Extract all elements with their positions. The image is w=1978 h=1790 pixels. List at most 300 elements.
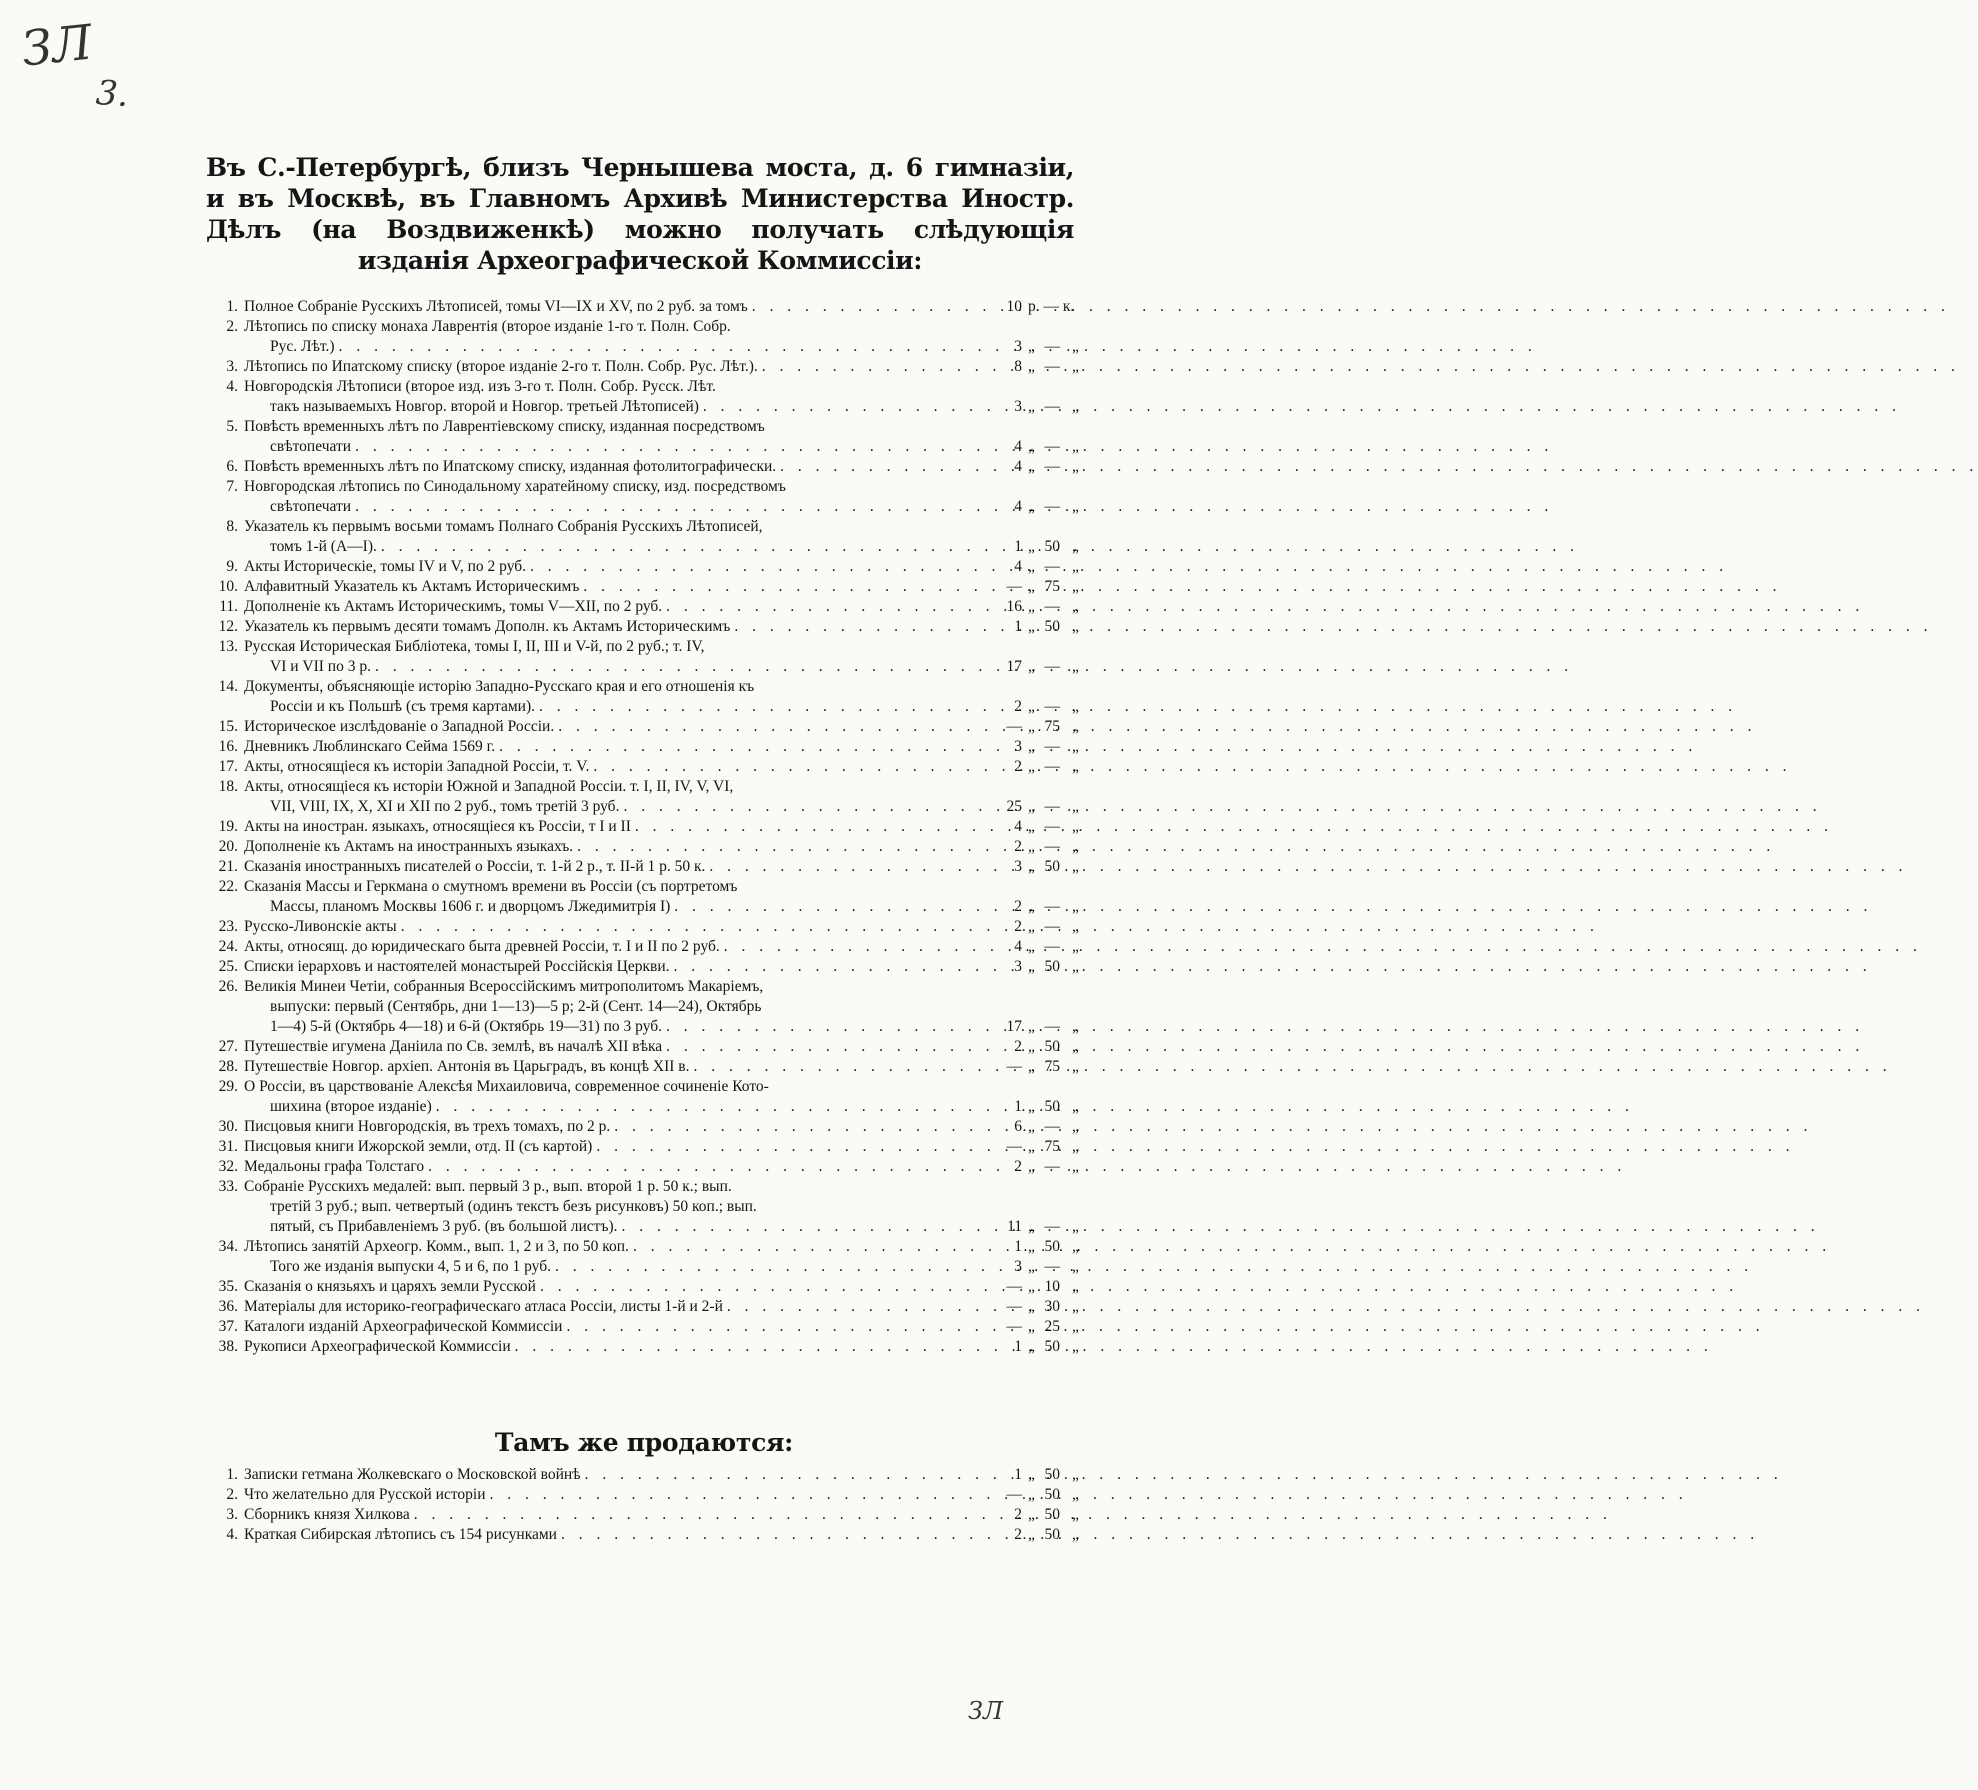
price xyxy=(988,1037,1088,1057)
price-kopecks: — xyxy=(1044,738,1060,755)
price-kopecks: — xyxy=(1044,818,1060,835)
item-number: 4. xyxy=(226,1526,238,1543)
item-text: Повѣсть временныхъ лѣтъ по Ипатскому списку, изданная фотолитографически. xyxy=(244,458,777,475)
price-kopecks: — xyxy=(1044,1218,1060,1235)
list-item xyxy=(200,1077,1088,1117)
price-kopecks: — xyxy=(1044,558,1060,575)
price-kopecks: — xyxy=(1044,1018,1060,1035)
price xyxy=(988,1337,1088,1357)
item-number: 2. xyxy=(226,1486,238,1503)
price-kopecks: — xyxy=(1044,458,1060,475)
item-number: 20. xyxy=(218,838,238,855)
item-text: Акты Историческіе, томы IV и V, по 2 руб. xyxy=(244,558,527,575)
item-number: 6. xyxy=(226,458,238,475)
list-item xyxy=(200,777,1088,817)
price xyxy=(988,957,1088,977)
item-line xyxy=(244,1465,1088,1485)
price xyxy=(988,1057,1088,1077)
ditto-mark: „ xyxy=(1072,1018,1079,1035)
dot-leader xyxy=(554,717,1756,737)
price-rubles: 1 xyxy=(1014,1238,1022,1255)
list-item xyxy=(200,717,1088,737)
ditto-mark: „ xyxy=(1028,338,1035,355)
price-rubles: — xyxy=(1006,718,1022,735)
ditto-mark: „ xyxy=(1072,818,1079,835)
price-rubles: 17 xyxy=(1006,658,1022,675)
price-kopecks: — xyxy=(1044,1118,1060,1135)
ditto-mark: „ xyxy=(1028,718,1035,735)
item-line xyxy=(244,1097,1088,1117)
price-rubles: 4 xyxy=(1014,458,1022,475)
price xyxy=(988,737,1088,757)
item-text: Сборникъ князя Хилкова xyxy=(244,1506,410,1523)
list-item xyxy=(200,417,1088,457)
price xyxy=(988,1017,1088,1037)
item-line xyxy=(244,1257,1088,1277)
price-rubles: 3 xyxy=(1014,1258,1022,1275)
price-kopecks: 30 xyxy=(1044,1298,1060,1315)
item-line xyxy=(244,1037,1088,1057)
price-rubles: 4 xyxy=(1014,818,1022,835)
price-rubles: 25 xyxy=(1006,798,1022,815)
ditto-mark: „ xyxy=(1028,858,1035,875)
item-line xyxy=(244,537,1088,557)
item-text: Россіи и къ Польшѣ (съ тремя картами). xyxy=(270,698,536,715)
price xyxy=(988,1257,1088,1277)
item-line xyxy=(244,897,1088,917)
item-number: 21. xyxy=(218,858,238,875)
item-line xyxy=(244,1337,1088,1357)
item-number: 29. xyxy=(218,1078,238,1095)
price-rubles: 2 xyxy=(1014,758,1022,775)
price-rubles: 3 xyxy=(1014,338,1022,355)
price-rubles: — xyxy=(1006,1318,1022,1335)
item-text: Документы, объясняющіе исторію Западно-Русскаго края и его отношенія къ xyxy=(244,678,755,695)
price-kopecks: 50 xyxy=(1044,1486,1060,1503)
item-line xyxy=(244,637,1088,657)
item-number: 31. xyxy=(218,1138,238,1155)
handwritten-number: 3. xyxy=(94,72,130,116)
ditto-mark: „ xyxy=(1028,1298,1035,1315)
price xyxy=(988,1297,1088,1317)
price xyxy=(988,1137,1088,1157)
dot-leader xyxy=(662,597,1864,617)
list-item xyxy=(200,577,1088,597)
ditto-mark: „ xyxy=(1072,1118,1079,1135)
item-line xyxy=(244,1297,1088,1317)
item-line xyxy=(244,1317,1088,1337)
dot-leader xyxy=(371,657,1573,677)
price xyxy=(988,1097,1088,1117)
ditto-mark: „ xyxy=(1028,618,1035,635)
item-text: Каталоги изданій Археографической Коммиссіи xyxy=(244,1318,563,1335)
ditto-mark: „ xyxy=(1028,598,1035,615)
ditto-mark: „ xyxy=(1072,798,1079,815)
dot-leader xyxy=(589,757,1791,777)
list-item xyxy=(200,1525,1088,1545)
item-number: 7. xyxy=(226,478,238,495)
item-number: 35. xyxy=(218,1278,238,1295)
item-number: 26. xyxy=(218,978,238,995)
ditto-mark: „ xyxy=(1028,1158,1035,1175)
item-number: 1. xyxy=(226,1466,238,1483)
dot-leader xyxy=(730,617,1932,637)
list-item xyxy=(200,817,1088,837)
ditto-mark: „ xyxy=(1028,1466,1035,1483)
item-line xyxy=(244,1057,1088,1077)
list-item xyxy=(200,317,1088,357)
item-line xyxy=(244,857,1088,877)
ditto-mark: „ xyxy=(1028,1338,1035,1355)
list-item xyxy=(200,477,1088,517)
price-rubles: 8 xyxy=(1014,358,1022,375)
handwritten-mark-bottom: ЗЛ xyxy=(968,1697,1003,1725)
ditto-mark: „ xyxy=(1072,1338,1079,1355)
price-kopecks: 50 xyxy=(1044,1466,1060,1483)
ditto-mark: „ xyxy=(1072,1158,1079,1175)
list-item xyxy=(200,377,1088,417)
item-number: 17. xyxy=(218,758,238,775)
ditto-mark: „ xyxy=(1028,1258,1035,1275)
item-text: третій 3 руб.; вып. четвертый (одинъ текстъ безъ рисунковъ) 50 коп.; вып. xyxy=(270,1198,757,1215)
price xyxy=(988,797,1088,817)
item-text: томъ 1-й (А—I). xyxy=(270,538,377,555)
price-kopecks: 75 xyxy=(1044,1138,1060,1155)
dot-leader xyxy=(758,357,1960,377)
item-number: 28. xyxy=(218,1058,238,1075)
item-number: 37. xyxy=(218,1318,238,1335)
ditto-mark: „ xyxy=(1072,358,1079,375)
item-line xyxy=(244,417,1088,437)
list-item xyxy=(200,737,1088,757)
price xyxy=(988,917,1088,937)
item-text: Записки гетмана Жолкевскаго о Московской войнѣ xyxy=(244,1466,581,1483)
price-kopecks: 50 xyxy=(1044,1338,1060,1355)
ditto-mark: „ xyxy=(1072,1466,1079,1483)
ditto-mark: „ xyxy=(1072,938,1079,955)
ditto-mark: „ xyxy=(1028,1506,1035,1523)
ditto-mark: „ xyxy=(1072,758,1079,775)
item-text: Рус. Лѣт.) xyxy=(270,338,335,355)
price xyxy=(988,1525,1088,1545)
dot-leader xyxy=(670,897,1872,917)
item-line xyxy=(244,697,1088,717)
ditto-mark: „ xyxy=(1028,958,1035,975)
price-rubles: 17 xyxy=(1006,1018,1022,1035)
price-kopecks: 50 xyxy=(1044,1098,1060,1115)
ditto-mark: „ xyxy=(1028,1318,1035,1335)
price xyxy=(988,577,1088,597)
item-text: Лѣтопись занятій Археогр. Комм., вып. 1, 2 и 3, по 50 коп. xyxy=(244,1238,629,1255)
item-text: Акты, относящіеся къ исторіи Западной Россіи, т. V. xyxy=(244,758,590,775)
ditto-mark: „ xyxy=(1072,1238,1079,1255)
item-text: Акты, относящ. до юридическаго быта древней Россіи, т. I и II по 2 руб. xyxy=(244,938,720,955)
item-line xyxy=(244,837,1088,857)
ditto-mark: „ xyxy=(1028,578,1035,595)
also-sold-list xyxy=(200,1465,1088,1545)
dot-leader xyxy=(723,1297,1925,1317)
ditto-mark: „ xyxy=(1072,958,1079,975)
list-item xyxy=(200,1057,1088,1077)
ditto-mark: „ xyxy=(1072,1218,1079,1235)
item-text: Сказанія Массы и Геркмана о смутномъ времени въ Россіи (съ портретомъ xyxy=(244,878,738,895)
price-rubles: 2 xyxy=(1014,838,1022,855)
list-item xyxy=(200,1297,1088,1317)
price xyxy=(988,497,1088,517)
price-kopecks: 50 xyxy=(1044,958,1060,975)
price-kopecks: — xyxy=(1044,938,1060,955)
ditto-mark: „ xyxy=(1072,658,1079,675)
price-kopecks: — xyxy=(1044,758,1060,775)
dot-leader xyxy=(689,1057,1891,1077)
item-line xyxy=(244,1137,1088,1157)
list-item xyxy=(200,457,1088,477)
item-line xyxy=(244,817,1088,837)
price-kopecks: — xyxy=(1044,658,1060,675)
dot-leader xyxy=(662,1037,1864,1057)
item-line xyxy=(244,337,1088,357)
item-text: Что желательно для Русской исторіи xyxy=(244,1486,486,1503)
price xyxy=(988,597,1088,617)
item-line xyxy=(244,597,1088,617)
dot-leader xyxy=(776,457,1978,477)
item-number: 11. xyxy=(219,598,238,615)
dot-leader xyxy=(629,1237,1831,1257)
dot-leader xyxy=(610,1117,1812,1137)
ditto-mark: „ xyxy=(1072,1038,1079,1055)
list-item xyxy=(200,1337,1088,1357)
list-item xyxy=(200,1465,1088,1485)
price-kopecks: — xyxy=(1044,798,1060,815)
price xyxy=(988,1277,1088,1297)
item-line xyxy=(244,317,1088,337)
price-rubles: — xyxy=(1006,1138,1022,1155)
item-number: 30. xyxy=(218,1118,238,1135)
price xyxy=(988,397,1088,417)
list-item xyxy=(200,837,1088,857)
item-number: 22. xyxy=(218,878,238,895)
ditto-mark: „ xyxy=(1072,1486,1079,1503)
ditto-mark: „ xyxy=(1028,498,1035,515)
item-number: 34. xyxy=(218,1238,238,1255)
item-text: Историческое изслѣдованіе о Западной Россіи. xyxy=(244,718,555,735)
ditto-mark: „ xyxy=(1028,438,1035,455)
ditto-mark: „ xyxy=(1028,938,1035,955)
list-item xyxy=(200,1317,1088,1337)
list-item xyxy=(200,977,1088,1037)
price-kopecks: — xyxy=(1044,1158,1060,1175)
price-rubles: 6 xyxy=(1014,1118,1022,1135)
item-number: 2. xyxy=(226,318,238,335)
item-line xyxy=(244,617,1088,637)
item-text: Русско-Ливонскіе акты xyxy=(244,918,397,935)
item-line xyxy=(244,797,1088,817)
dot-leader xyxy=(581,1465,1783,1485)
price xyxy=(988,697,1088,717)
price-rubles: 4 xyxy=(1014,498,1022,515)
price-kopecks: — xyxy=(1044,598,1060,615)
price-kopecks: — xyxy=(1044,498,1060,515)
price xyxy=(988,897,1088,917)
list-item xyxy=(200,557,1088,577)
ditto-mark: „ xyxy=(1028,698,1035,715)
item-text: Акты, относящіеся къ исторіи Южной и Западной Россіи. т. I, II, IV, V, VI, xyxy=(244,778,734,795)
price-rubles: 3 xyxy=(1014,398,1022,415)
dot-leader xyxy=(551,1257,1753,1277)
dot-leader xyxy=(670,957,1872,977)
item-text: Писцовыя книги Ижорской земли, отд. II (съ картой) xyxy=(244,1138,593,1155)
ditto-mark: „ xyxy=(1072,698,1079,715)
list-item xyxy=(200,857,1088,877)
dot-leader xyxy=(351,497,1553,517)
item-number: 8. xyxy=(226,518,238,535)
price-kopecks: — xyxy=(1044,838,1060,855)
dot-leader xyxy=(335,337,1537,357)
price xyxy=(988,1157,1088,1177)
ditto-mark: „ xyxy=(1072,458,1079,475)
ditto-mark: „ xyxy=(1072,558,1079,575)
price-kopecks: — xyxy=(1044,698,1060,715)
list-item xyxy=(200,937,1088,957)
item-number: 14. xyxy=(218,678,238,695)
item-text: О Россіи, въ царствованіе Алексѣя Михаиловича, современное сочиненіе Кото- xyxy=(244,1078,769,1095)
list-item xyxy=(200,917,1088,937)
ditto-mark: „ xyxy=(1072,738,1079,755)
dot-leader xyxy=(536,1277,1738,1297)
ditto-mark: „ xyxy=(1072,1258,1079,1275)
ditto-mark: „ xyxy=(1028,898,1035,915)
item-text: Рукописи Археографической Коммиссіи xyxy=(244,1338,511,1355)
price-rubles: — xyxy=(1006,578,1022,595)
price xyxy=(988,1485,1088,1505)
item-text: Повѣсть временныхъ лѣтъ по Лаврентіевскому списку, изданная посредствомъ xyxy=(244,418,765,435)
ditto-mark: „ xyxy=(1072,838,1079,855)
price-kopecks: 75 xyxy=(1044,1058,1060,1075)
item-line xyxy=(244,757,1088,777)
item-number: 12. xyxy=(218,618,238,635)
ditto-mark: „ xyxy=(1028,1018,1035,1035)
item-line xyxy=(244,357,1088,377)
item-line xyxy=(244,577,1088,597)
dot-leader xyxy=(631,817,1833,837)
item-number: 18. xyxy=(218,778,238,795)
price-kopecks: 10 xyxy=(1044,1278,1060,1295)
ditto-mark: „ xyxy=(1072,718,1079,735)
item-line xyxy=(244,957,1088,977)
item-text: Путешествіе игумена Даніила по Св. землѣ, въ началѣ XII вѣка xyxy=(244,1038,663,1055)
item-number: 13. xyxy=(218,638,238,655)
list-item xyxy=(200,517,1088,557)
ditto-mark: „ xyxy=(1028,1038,1035,1055)
price xyxy=(988,357,1088,377)
list-item xyxy=(200,957,1088,977)
ditto-mark: „ xyxy=(1072,578,1079,595)
list-item xyxy=(200,677,1088,717)
item-number: 10. xyxy=(218,578,238,595)
item-line xyxy=(244,1525,1088,1545)
item-text: Дневникъ Люблинскаго Сейма 1569 г. xyxy=(244,738,496,755)
price-rubles: 10 xyxy=(1006,298,1022,315)
dot-leader xyxy=(662,1017,1864,1037)
section-subheading: Тамъ же продаются: xyxy=(494,1428,794,1457)
list-item xyxy=(200,1485,1088,1505)
item-line xyxy=(244,917,1088,937)
dot-leader xyxy=(705,857,1907,877)
item-text: Дополненіе къ Актамъ на иностранныхъ языкахъ. xyxy=(244,838,574,855)
ditto-mark: „ xyxy=(1072,1506,1079,1523)
price xyxy=(988,717,1088,737)
dot-leader xyxy=(573,837,1775,857)
ditto-mark: „ xyxy=(1028,758,1035,775)
item-text: Акты на иностран. языкахъ, относящіеся къ Россіи, т I и II xyxy=(244,818,631,835)
price-rubles: 4 xyxy=(1014,438,1022,455)
item-text: выпуски: первый (Сентябрь, дни 1—13)—5 р; 2-й (Сент. 14—24), Октябрь xyxy=(270,998,762,1015)
list-item xyxy=(200,1117,1088,1137)
item-text: Писцовыя книги Новгородскія, въ трехъ томахъ, по 2 р. xyxy=(244,1118,611,1135)
price xyxy=(988,557,1088,577)
item-line xyxy=(244,297,1088,317)
price-rubles: 2 xyxy=(1014,698,1022,715)
ditto-mark: „ xyxy=(1028,738,1035,755)
price xyxy=(988,1217,1088,1237)
item-line xyxy=(244,1177,1088,1197)
price-rubles: 2 xyxy=(1014,918,1022,935)
ditto-mark: „ xyxy=(1072,858,1079,875)
price-rubles: 11 xyxy=(1007,1218,1022,1235)
price-kopecks: 75 xyxy=(1044,718,1060,735)
dot-leader xyxy=(495,737,1697,757)
list-item xyxy=(200,1157,1088,1177)
list-item xyxy=(200,1037,1088,1057)
item-number: 19. xyxy=(218,818,238,835)
ditto-mark: „ xyxy=(1028,558,1035,575)
ditto-mark: „ xyxy=(1072,1138,1079,1155)
item-text: Алфавитный Указатель къ Актамъ Историческимъ xyxy=(244,578,580,595)
item-text: 1—4) 5-й (Октябрь 4—18) и 6-й (Октябрь 19—31) по 3 руб. xyxy=(270,1018,663,1035)
dot-leader xyxy=(351,437,1553,457)
ditto-mark: „ xyxy=(1028,918,1035,935)
price-rubles: — xyxy=(1006,1058,1022,1075)
item-line xyxy=(244,1017,1088,1037)
dot-leader xyxy=(619,797,1821,817)
item-line xyxy=(244,1197,1088,1217)
ditto-mark: „ xyxy=(1028,1526,1035,1543)
price-kopecks: 50 xyxy=(1044,1506,1060,1523)
ditto-mark: „ xyxy=(1028,1486,1035,1503)
dot-leader xyxy=(377,537,1579,557)
price-kopecks: — xyxy=(1044,438,1060,455)
price xyxy=(988,537,1088,557)
list-item xyxy=(200,357,1088,377)
item-line xyxy=(244,557,1088,577)
price-rubles: 2 xyxy=(1014,1158,1022,1175)
ditto-mark: „ xyxy=(1072,1526,1079,1543)
price-kopecks: — xyxy=(1044,1258,1060,1275)
item-text: свѣтопечати xyxy=(270,498,352,515)
ditto-mark: „ xyxy=(1072,898,1079,915)
item-number: 36. xyxy=(218,1298,238,1315)
handwritten-mark: ЗЛ xyxy=(19,14,95,78)
item-text: такъ называемыхъ Новгор. второй и Новгор. третьей Лѣтописей) xyxy=(270,398,699,415)
ditto-mark: „ xyxy=(1072,598,1079,615)
price-rubles: 3 xyxy=(1014,958,1022,975)
dot-leader xyxy=(579,577,1781,597)
price-rubles: 4 xyxy=(1014,938,1022,955)
item-text: Сказанія иностранныхъ писателей о Россіи, т. 1-й 2 р., т. II-й 1 р. 50 к. xyxy=(244,858,706,875)
dot-leader xyxy=(535,697,1737,717)
price xyxy=(988,617,1088,637)
item-line xyxy=(244,777,1088,797)
